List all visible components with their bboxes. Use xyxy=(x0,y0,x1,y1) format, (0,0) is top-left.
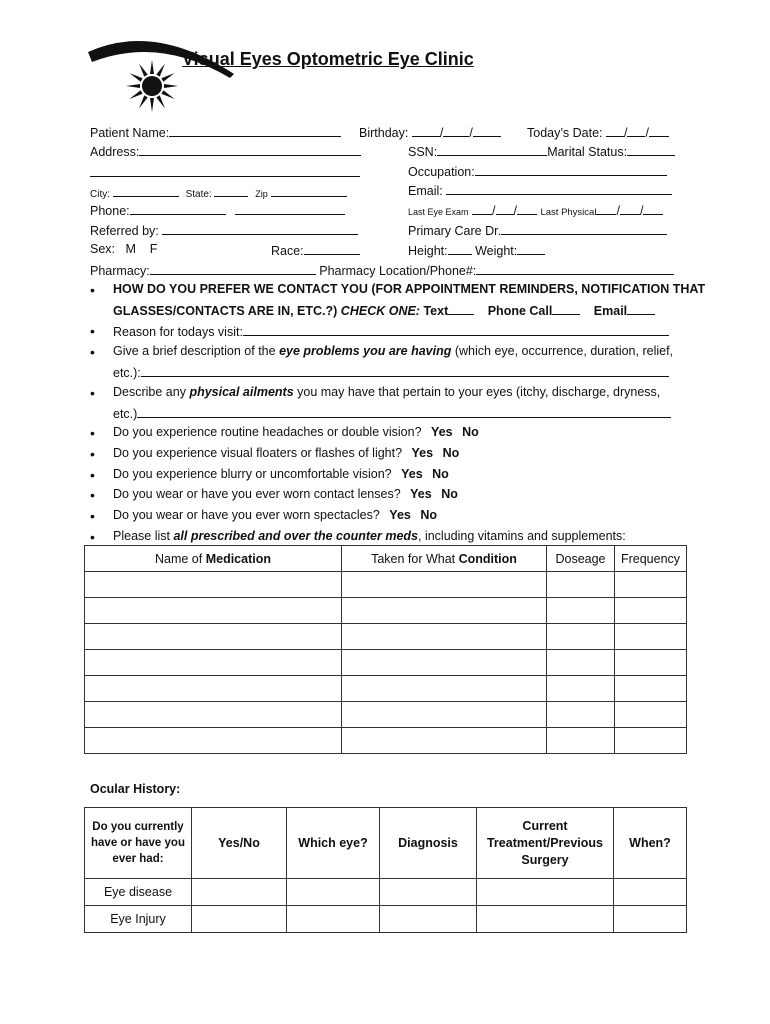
eye-problems-field[interactable] xyxy=(113,364,669,380)
ailments-question: Describe any physical ailments you may have that pertain to your eyes (itchy, discharge, dryness, xyxy=(113,385,661,399)
table-row[interactable] xyxy=(85,879,687,906)
email-field[interactable] xyxy=(408,182,672,198)
primary-care-field[interactable] xyxy=(408,222,667,238)
address-label: Address: xyxy=(90,145,140,159)
email-label: Email: xyxy=(408,184,443,198)
option-email[interactable]: Email xyxy=(593,304,628,318)
table-row[interactable] xyxy=(85,702,687,728)
medication-table xyxy=(84,545,687,754)
phone-label: Phone: xyxy=(90,204,130,218)
col-condition: Taken for What Condition xyxy=(342,546,547,572)
spectacles-question: Do you wear or have you ever worn spectacles? Yes No xyxy=(113,508,438,522)
bullet: • xyxy=(90,282,95,298)
etc-label: etc.) xyxy=(113,407,138,421)
address-line2-field[interactable] xyxy=(90,164,360,180)
table-row[interactable] xyxy=(85,650,687,676)
ssn-field[interactable] xyxy=(408,143,675,159)
pharmacy-location-label: Pharmacy Location/Phone#: xyxy=(319,264,477,278)
race-label: Race: xyxy=(271,244,304,258)
option-text[interactable]: Text xyxy=(423,304,449,318)
yes-option[interactable]: Yes xyxy=(401,467,423,481)
last-physical-label: Last Physical xyxy=(540,207,597,218)
table-row[interactable] xyxy=(85,676,687,702)
pharmacy-label: Pharmacy: xyxy=(90,264,150,278)
reason-label: Reason for todays visit: xyxy=(113,325,243,339)
no-option[interactable]: No xyxy=(420,508,438,522)
col-dosage: Doseage xyxy=(547,546,615,572)
state-label: State: xyxy=(185,189,212,200)
check-one-label: CHECK ONE: xyxy=(340,304,420,318)
col-when: When? xyxy=(614,808,687,879)
yes-option[interactable]: Yes xyxy=(411,446,434,460)
zip-label: Zip xyxy=(255,189,268,199)
table-row[interactable] xyxy=(85,624,687,650)
clinic-title: Visual Eyes Optometric Eye Clinic xyxy=(182,49,474,69)
col-treatment: Current Treatment/Previous Surgery xyxy=(477,808,614,879)
table-row[interactable] xyxy=(85,906,687,933)
referred-by-label: Referred by: xyxy=(90,224,159,238)
headaches-question: Do you experience routine headaches or double vision? Yes No xyxy=(113,425,479,439)
bullet: • xyxy=(90,385,95,401)
yes-option[interactable]: Yes xyxy=(389,508,411,522)
bullet: • xyxy=(90,467,95,483)
no-option[interactable]: No xyxy=(442,446,460,460)
table-header-row xyxy=(85,546,687,572)
blurry-question: Do you experience blurry or uncomfortable vision? Yes No xyxy=(113,467,449,481)
last-exam-field[interactable]: Last Eye Exam / / Last Physical / / xyxy=(408,202,663,218)
yes-option[interactable]: Yes xyxy=(410,487,432,501)
col-medication: Name of Medication xyxy=(85,546,342,572)
col-diagnosis: Diagnosis xyxy=(380,808,477,879)
todays-date-field[interactable]: Today’s Date: / / xyxy=(527,124,669,140)
ailments-field[interactable] xyxy=(113,405,671,421)
marital-status-label: Marital Status: xyxy=(547,145,628,159)
birthday-field[interactable]: Birthday: / / xyxy=(359,124,501,140)
sex-field[interactable] xyxy=(90,242,157,256)
yes-option[interactable]: Yes xyxy=(431,425,453,439)
referred-by-field[interactable] xyxy=(90,222,358,238)
bullet: • xyxy=(90,487,95,503)
table-row[interactable] xyxy=(85,572,687,598)
col-do-you-have: Do you currently have or have you ever had: xyxy=(85,808,192,879)
eye-problems-question: Give a brief description of the eye problems you are having (which eye, occurrence, duration, relief, xyxy=(113,344,674,358)
contact-question: HOW DO YOU PREFER WE CONTACT YOU (FOR APPOINTMENT REMINDERS, NOTIFICATION THAT xyxy=(113,282,706,296)
ssn-label: SSN: xyxy=(408,145,438,159)
bullet: • xyxy=(90,425,95,441)
ocular-history-table xyxy=(84,807,687,933)
occupation-field[interactable] xyxy=(408,163,667,179)
sex-f-option[interactable]: F xyxy=(149,242,158,256)
sex-label: Sex: xyxy=(90,242,116,256)
race-field[interactable] xyxy=(271,242,360,258)
primary-care-label: Primary Care Dr. xyxy=(408,224,502,238)
no-option[interactable]: No xyxy=(432,467,449,481)
patient-name-label: Patient Name: xyxy=(90,126,170,140)
col-yes-no: Yes/No xyxy=(192,808,287,879)
contacts-question: Do you wear or have you ever worn contact lenses? Yes No xyxy=(113,487,458,501)
no-option[interactable]: No xyxy=(462,425,479,439)
birthday-label: Birthday: xyxy=(359,126,409,140)
table-row[interactable] xyxy=(85,598,687,624)
patient-name-field[interactable] xyxy=(90,124,341,140)
bullet: • xyxy=(90,344,95,360)
medications-question: Please list all prescribed and over the counter meds, including vitamins and supplements: xyxy=(113,529,626,543)
city-label: City: xyxy=(90,189,110,200)
phone-field[interactable] xyxy=(90,202,345,218)
floaters-question: Do you experience visual floaters or flashes of light? Yes No xyxy=(113,446,460,460)
contact-question-cont: GLASSES/CONTACTS ARE IN, ETC.?) xyxy=(113,304,338,318)
contact-options[interactable] xyxy=(113,302,655,318)
ocular-history-heading: Ocular History: xyxy=(90,782,181,796)
pharmacy-field[interactable] xyxy=(90,262,674,278)
last-eye-exam-label: Last Eye Exam xyxy=(408,207,469,217)
sun-eye-logo-icon xyxy=(84,30,244,120)
occupation-label: Occupation: xyxy=(408,165,475,179)
no-option[interactable]: No xyxy=(441,487,458,501)
col-which-eye: Which eye? xyxy=(287,808,380,879)
bullet: • xyxy=(90,529,95,545)
bullet: • xyxy=(90,323,95,339)
height-weight-field[interactable] xyxy=(408,242,545,258)
city-state-zip-field[interactable] xyxy=(90,184,347,200)
bullet: • xyxy=(90,446,95,462)
col-frequency: Frequency xyxy=(615,546,687,572)
todays-date-label: Today’s Date: xyxy=(527,126,603,140)
row-label-eye-injury: Eye Injury xyxy=(85,906,192,933)
option-phone-call[interactable]: Phone Call xyxy=(487,304,553,318)
sex-m-option[interactable]: M xyxy=(125,242,136,256)
height-label: Height: xyxy=(408,244,448,258)
address-field[interactable] xyxy=(90,143,361,159)
table-row[interactable] xyxy=(85,728,687,754)
etc-label: etc.): xyxy=(113,366,141,380)
weight-label: Weight: xyxy=(475,244,518,258)
row-label-eye-disease: Eye disease xyxy=(85,879,192,906)
table-header-row xyxy=(85,808,687,879)
bullet: • xyxy=(90,508,95,524)
reason-field[interactable] xyxy=(113,323,669,339)
